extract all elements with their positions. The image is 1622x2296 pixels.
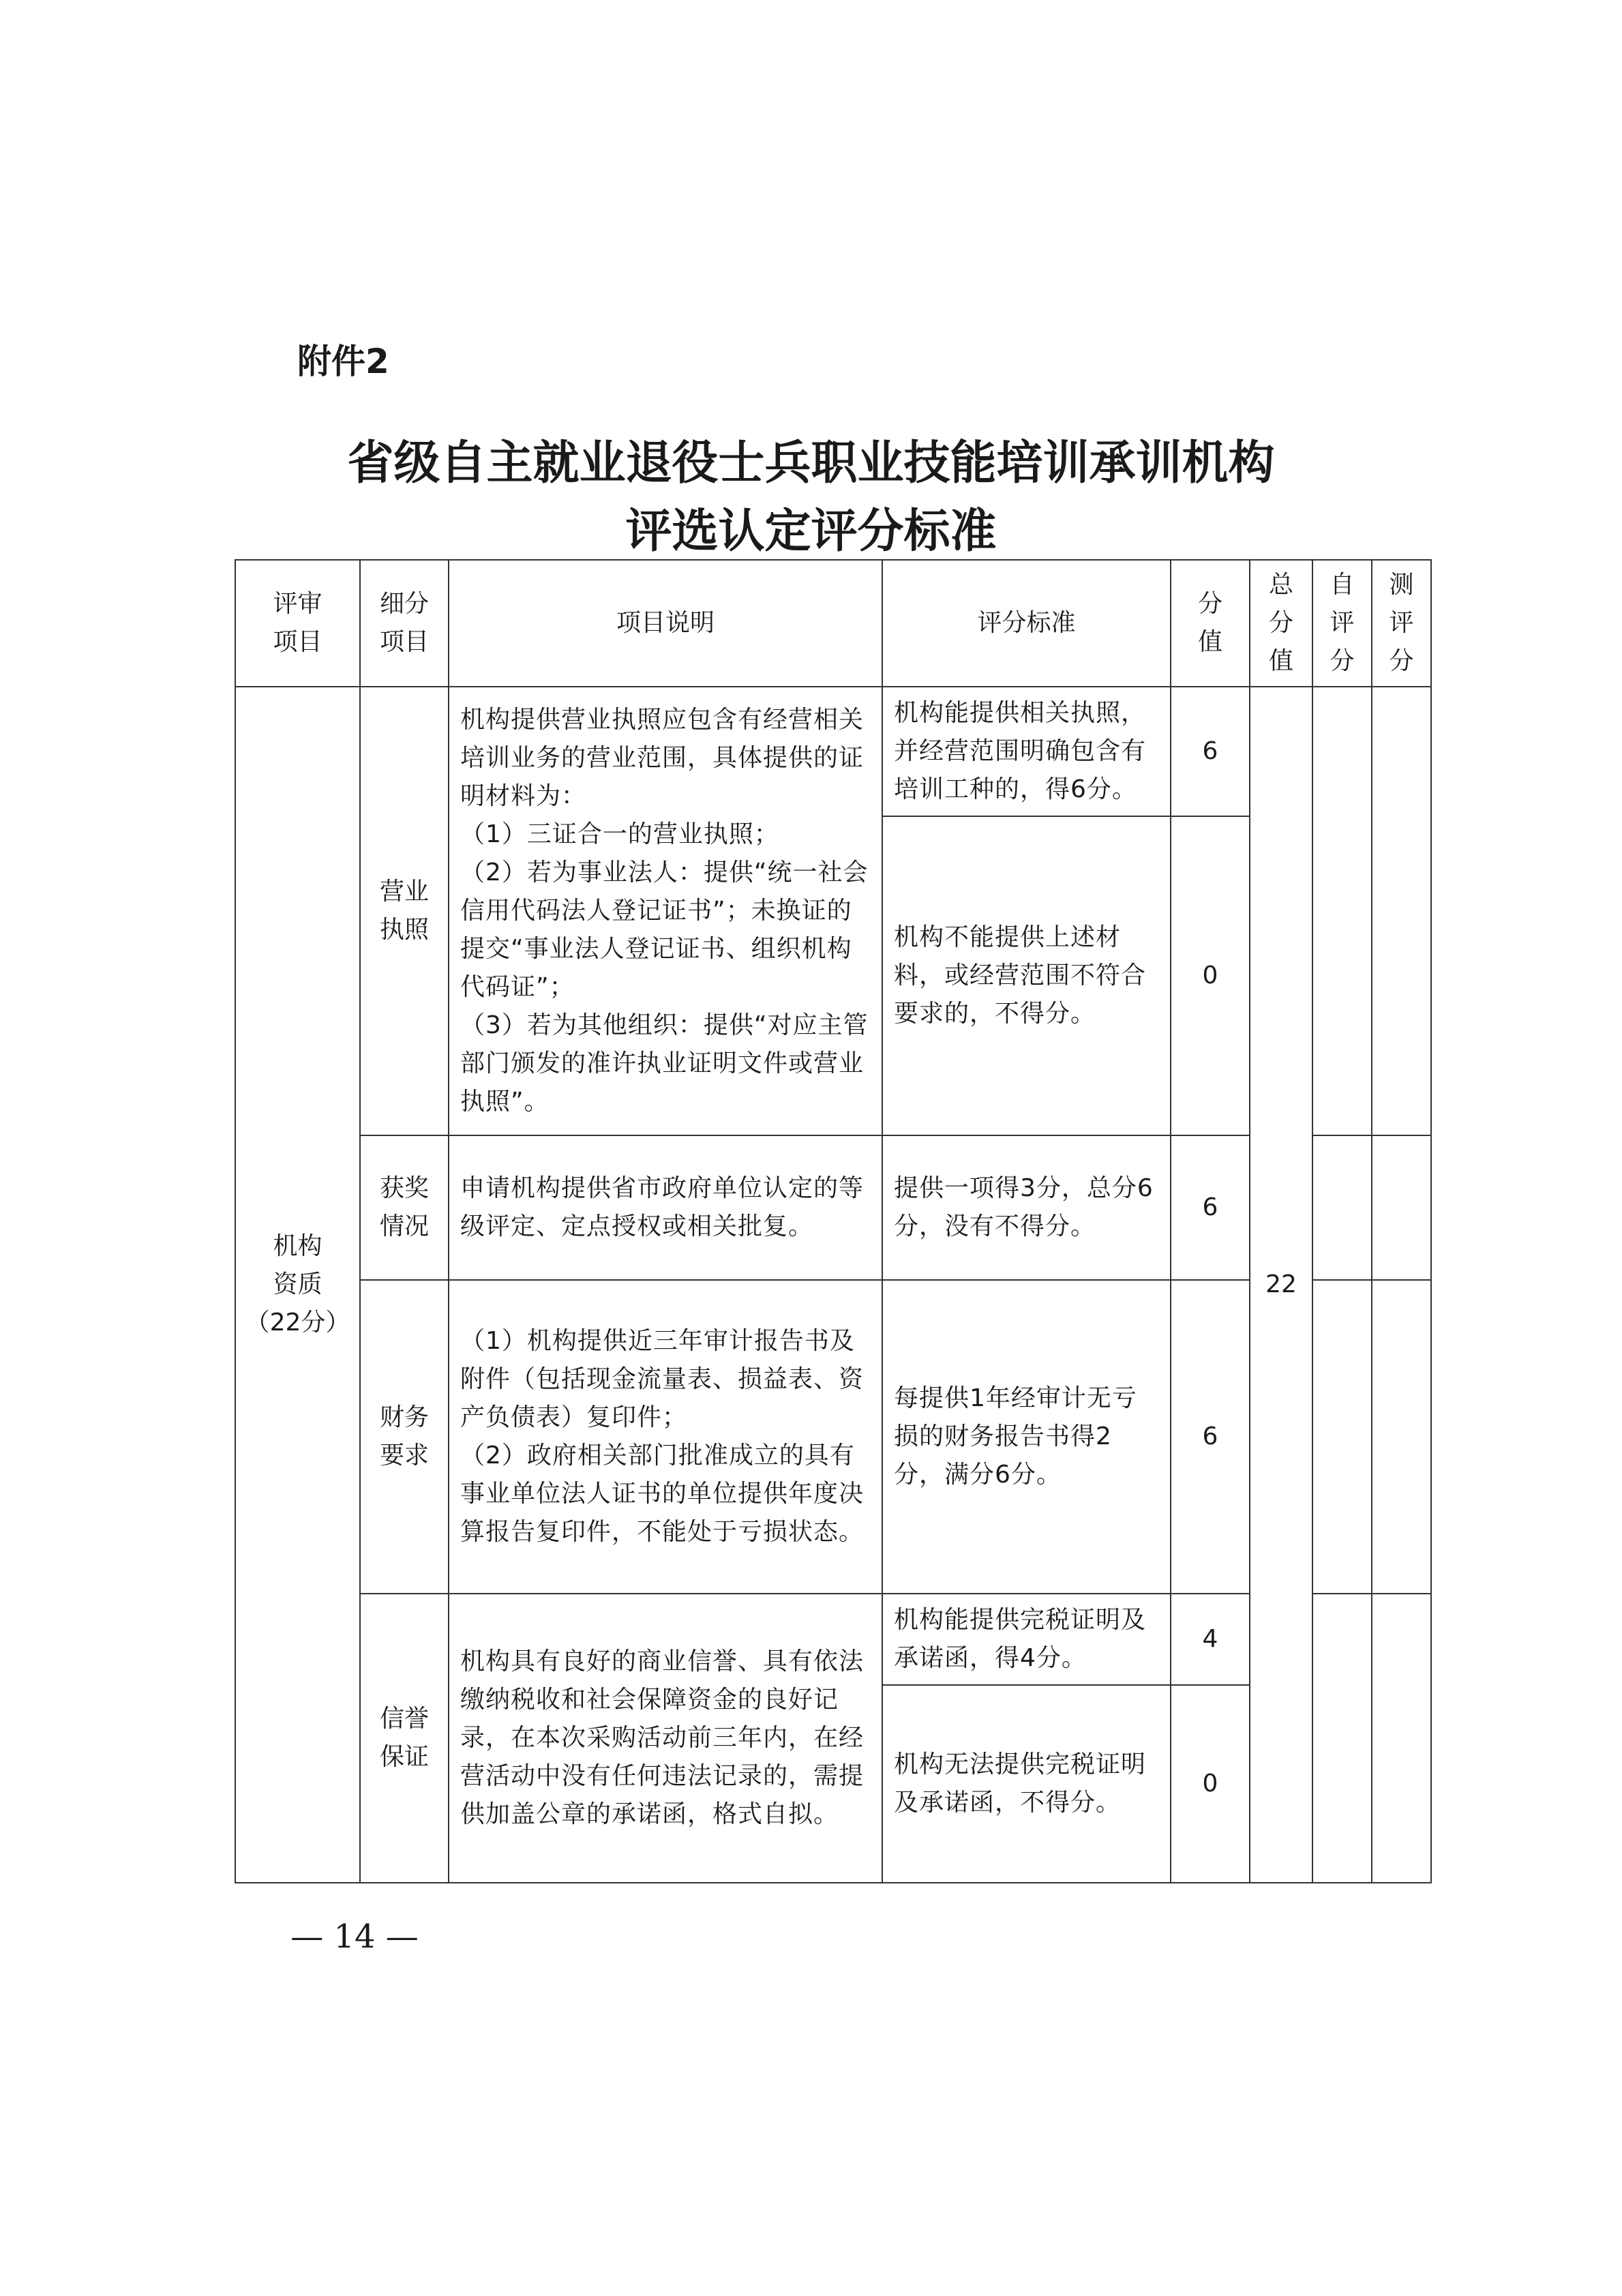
criteria-cell: 机构能提供相关执照，并经营范围明确包含有培训工种的，得6分。 xyxy=(882,687,1171,816)
header-description: 项目说明 xyxy=(449,560,882,687)
header-score: 分值 xyxy=(1171,560,1250,687)
test-score-cell[interactable] xyxy=(1372,1280,1431,1594)
header-self-score: 自评分 xyxy=(1312,560,1372,687)
test-score-cell[interactable] xyxy=(1372,687,1431,1135)
score-cell: 4 xyxy=(1171,1594,1250,1685)
description-cell: （1）机构提供近三年审计报告书及附件（包括现金流量表、损益表、资产负债表）复印件； （2）政府相关部门批准成立的具有事业单位法人证书的单位提供年度决算报告复印件，不能处于亏损状态。 xyxy=(449,1280,882,1594)
self-score-cell[interactable] xyxy=(1312,1135,1372,1280)
score-cell: 0 xyxy=(1171,1685,1250,1883)
header-total: 总分值 xyxy=(1250,560,1312,687)
subitem-name: 财务要求 xyxy=(379,1403,429,1470)
description-cell: 申请机构提供省市政府单位认定的等级评定、定点授权或相关批复。 xyxy=(449,1135,882,1280)
score-cell: 6 xyxy=(1171,1280,1250,1594)
test-score-cell[interactable] xyxy=(1372,1135,1431,1280)
subitem-name: 营业执照 xyxy=(379,878,429,944)
criteria-cell: 提供一项得3分，总分6分，没有不得分。 xyxy=(882,1135,1171,1280)
description-cell: 机构具有良好的商业信誉、具有依法缴纳税收和社会保障资金的良好记录，在本次采购活动前三年内，在经营活动中没有任何违法记录的，需提供加盖公章的承诺函，格式自拟。 xyxy=(449,1594,882,1883)
header-test-score: 测评分 xyxy=(1372,560,1431,687)
score-cell: 0 xyxy=(1171,816,1250,1135)
criteria-cell: 机构无法提供完税证明及承诺函，不得分。 xyxy=(882,1685,1171,1883)
header-review-item: 评审项目 xyxy=(235,560,360,687)
scoring-table xyxy=(235,559,1432,1883)
test-score-cell[interactable] xyxy=(1372,1594,1431,1883)
subitem-name: 获奖情况 xyxy=(379,1174,429,1240)
description-cell: 机构提供营业执照应包含有经营相关培训业务的营业范围，具体提供的证明材料为： （1）三证合一的营业执照； （2）若为事业法人：提供“统一社会信用代码法人登记证书”；未换证的提交“事业法人登记证书、组织机构代码证”； （3）若为其他组织：提供“对应主管部门颁发的准许执业证明文件或营业执照”。 xyxy=(449,687,882,1135)
criteria-cell: 机构不能提供上述材料，或经营范围不符合要求的，不得分。 xyxy=(882,816,1171,1135)
subitem-cell xyxy=(360,1594,449,1883)
total-score-cell: 22 xyxy=(1250,687,1312,1883)
subitem-cell xyxy=(360,687,449,1135)
header-criteria: 评分标准 xyxy=(882,560,1171,687)
subitem-name: 信誉保证 xyxy=(379,1705,429,1771)
table-row xyxy=(235,687,1431,816)
document-title-line1: 省级自主就业退役士兵职业技能培训承训机构 xyxy=(347,436,1275,490)
self-score-cell[interactable] xyxy=(1312,687,1372,1135)
criteria-cell: 每提供1年经审计无亏损的财务报告书得2分，满分6分。 xyxy=(882,1280,1171,1594)
subitem-cell xyxy=(360,1135,449,1280)
document-title-line2: 评选认定评分标准 xyxy=(625,505,997,558)
page-number: — 14 — xyxy=(290,1918,419,1956)
category-cell xyxy=(235,687,360,1883)
score-cell: 6 xyxy=(1171,687,1250,816)
criteria-cell: 机构能提供完税证明及承诺函，得4分。 xyxy=(882,1594,1171,1685)
header-sub-item: 细分项目 xyxy=(360,560,449,687)
self-score-cell[interactable] xyxy=(1312,1594,1372,1883)
self-score-cell[interactable] xyxy=(1312,1280,1372,1594)
attachment-label: 附件2 xyxy=(297,342,389,381)
category-points: （22分） xyxy=(245,1309,350,1337)
header-row xyxy=(235,560,1431,687)
category-name: 机构资质 xyxy=(273,1232,322,1298)
subitem-cell xyxy=(360,1280,449,1594)
score-cell: 6 xyxy=(1171,1135,1250,1280)
